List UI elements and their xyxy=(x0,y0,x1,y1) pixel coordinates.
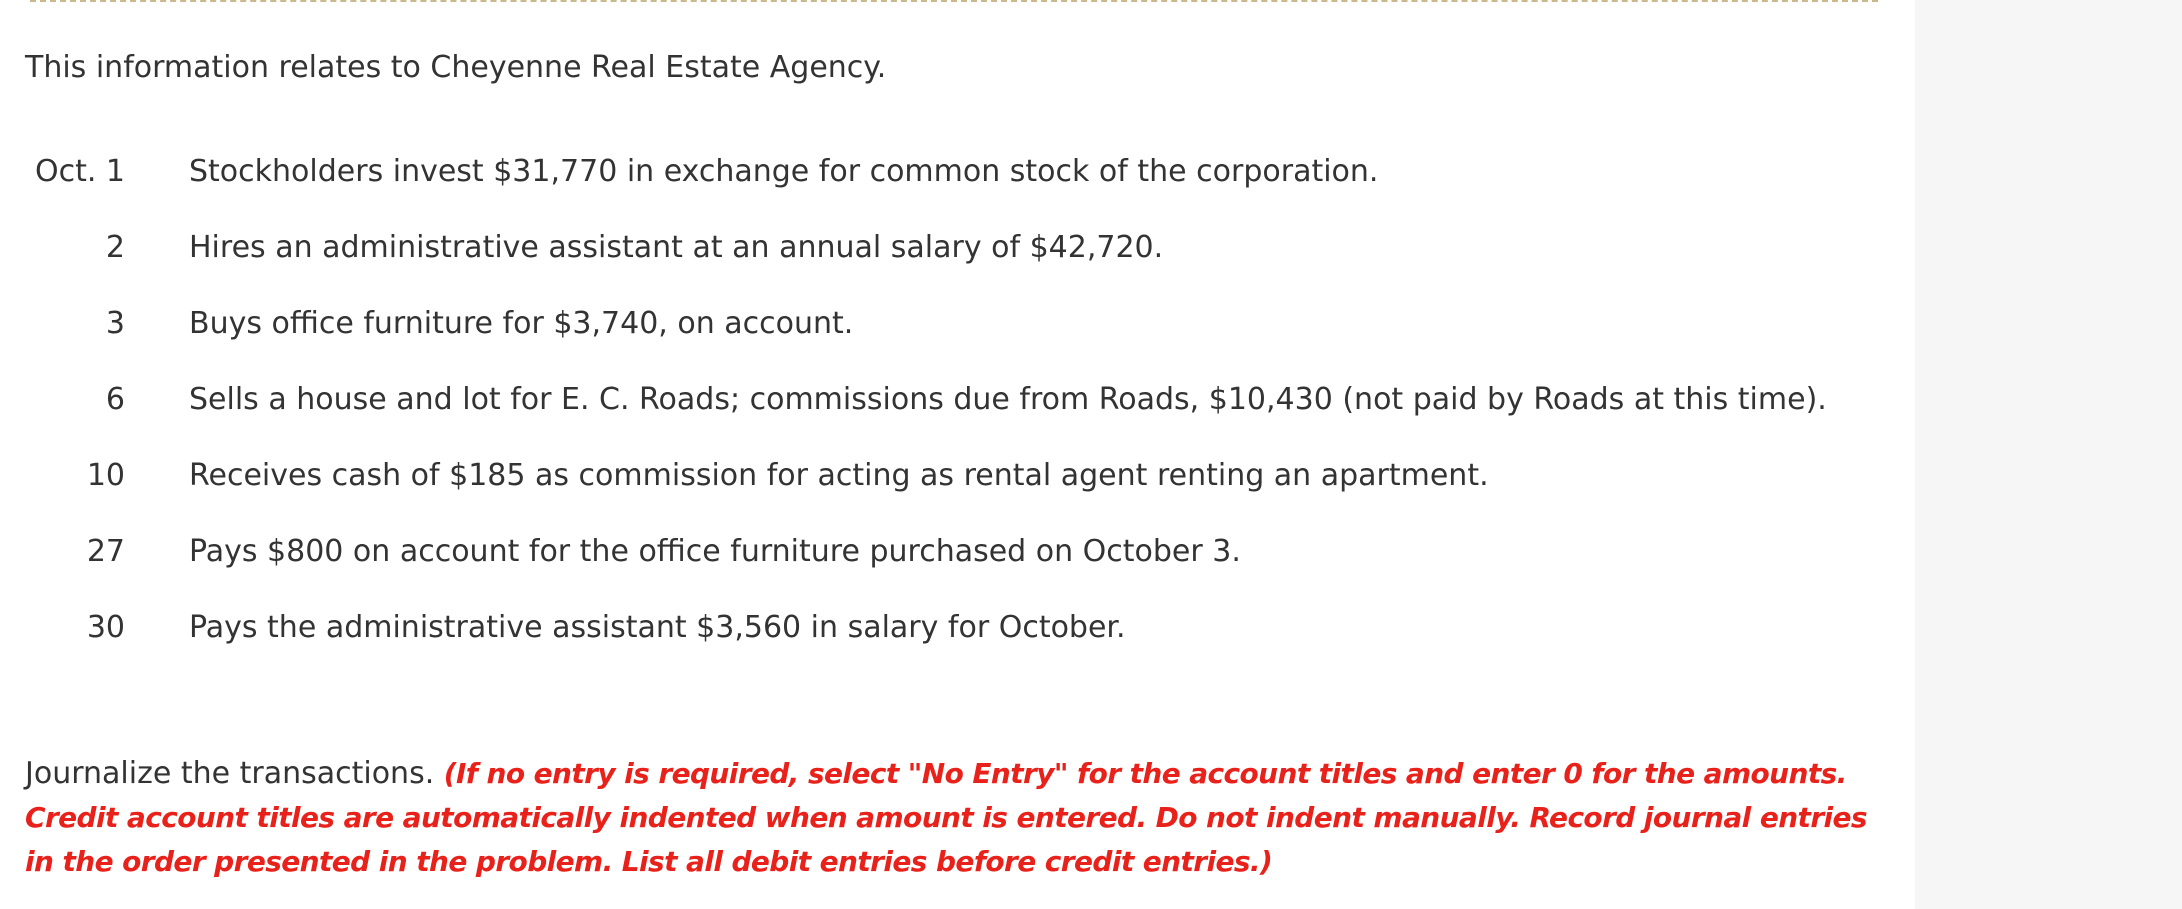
transaction-date: 30 xyxy=(86,610,125,645)
transaction-row xyxy=(0,454,1880,530)
transaction-row xyxy=(0,150,1880,226)
transaction-description: Pays the administrative assistant $3,560 in salary for October. xyxy=(189,610,1126,645)
transaction-row xyxy=(0,530,1880,606)
transaction-date: 6 xyxy=(105,382,125,417)
transaction-description: Pays $800 on account for the office furniture purchased on October 3. xyxy=(189,534,1241,569)
dashed-divider xyxy=(30,0,1878,2)
transaction-date: 2 xyxy=(105,230,125,265)
transaction-row xyxy=(0,226,1880,302)
transaction-description: Hires an administrative assistant at an annual salary of $42,720. xyxy=(189,230,1164,265)
transaction-date: 10 xyxy=(86,458,125,493)
right-gutter-panel xyxy=(1915,0,2182,909)
transactions-list xyxy=(0,150,1880,682)
transaction-row xyxy=(0,302,1880,378)
transaction-row xyxy=(0,606,1880,682)
transaction-date: 27 xyxy=(86,534,125,569)
instructions-note: (If no entry is required, select "No Entry" for the account titles and enter 0 for the amounts. Credit account titles are automatically indented when amount is entered. Do not indent manually. Record journal entries in the order presented in the problem. List all debit entries before credit entries.) xyxy=(25,757,1867,878)
transaction-description: Sells a house and lot for E. C. Roads; commissions due from Roads, $10,430 (not paid by Roads at this time). xyxy=(189,382,1827,417)
instructions-paragraph xyxy=(25,752,1885,884)
transaction-date: 3 xyxy=(105,306,125,341)
transaction-date: Oct. 1 xyxy=(34,154,125,189)
transaction-description: Stockholders invest $31,770 in exchange for common stock of the corporation. xyxy=(189,154,1379,189)
transaction-description: Receives cash of $185 as commission for acting as rental agent renting an apartment. xyxy=(189,458,1489,493)
intro-text: This information relates to Cheyenne Real Estate Agency. xyxy=(25,50,887,85)
transaction-description: Buys office furniture for $3,740, on account. xyxy=(189,306,854,341)
transaction-row xyxy=(0,378,1880,454)
instructions-lead: Journalize the transactions. xyxy=(25,756,435,791)
